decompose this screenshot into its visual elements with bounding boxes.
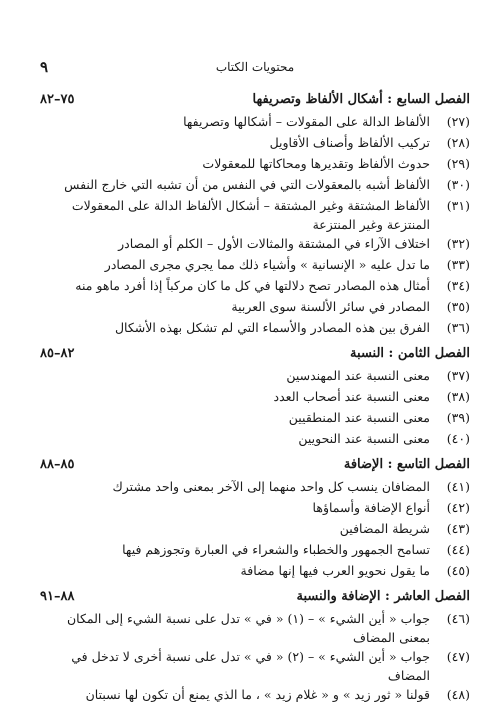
running-title: محتويات الكتاب (215, 60, 295, 74)
entry-text: تسامح الجمهور والخطباء والشعراء في العبارة وتجوزهم فيها (122, 542, 430, 557)
running-head (40, 58, 470, 78)
entry-number: (٤٥) (446, 563, 470, 578)
entry-text: الألفاظ أشبه بالمعقولات التي في النفس من أن تشبه التي خارج النفس (64, 177, 430, 192)
chapter-section (40, 455, 470, 582)
chapter-title: الفصل العاشر : الإضافة والنسبة (296, 589, 470, 604)
entry-text: المضافان ينسب كل واحد منهما إلى الآخر بمعنى واحد مشترك (112, 479, 430, 494)
entry-text: الألفاظ الدالة على المقولات – أشكالها وتصريفها (183, 114, 430, 129)
entry-number: (٣٧) (446, 368, 470, 383)
page-number: ٩ (40, 58, 49, 76)
entry-number: (٤٢) (446, 500, 470, 515)
entry-text: معنى النسبة عند النحويين (298, 431, 430, 446)
entry-text: حدوث الألفاظ وتقديرها ومحاكاتها للمعقولات (202, 156, 430, 171)
entry-number: (٣٦) (446, 320, 470, 335)
entry-text: معنى النسبة عند المنطقيين (288, 410, 430, 425)
toc-entry (40, 255, 470, 276)
toc-entry (40, 234, 470, 255)
entry-text: معنى النسبة عند المهندسين (286, 368, 430, 383)
chapter-title: الفصل التاسع : الإضافة (343, 457, 470, 472)
toc-entry (40, 297, 470, 318)
entry-number: (٣١) (446, 198, 470, 213)
entry-text: أنواع الإضافة وأسماؤها (312, 500, 430, 515)
chapter-page-range: ٨٥–٨٨ (40, 457, 75, 472)
toc-entry (40, 540, 470, 561)
chapter-section (40, 90, 470, 339)
chapter-section (40, 587, 470, 706)
entry-number: (٣٢) (446, 236, 470, 251)
entry-number: (٤٦) (446, 611, 470, 626)
entry-number: (٤٣) (446, 521, 470, 536)
toc-entry (40, 112, 470, 133)
toc-entry (40, 561, 470, 582)
entry-text: ما يقول نحويو العرب فيها إنها مضافة (240, 563, 430, 578)
entry-number: (٢٧) (446, 114, 470, 129)
entry-number: (٤٨) (446, 687, 470, 702)
table-of-contents (40, 90, 470, 711)
chapter-heading (40, 90, 470, 112)
chapter-heading (40, 455, 470, 477)
toc-entry (40, 477, 470, 498)
entry-number: (٣٤) (446, 278, 470, 293)
entry-number: (٣٥) (446, 299, 470, 314)
chapter-section (40, 344, 470, 450)
entry-text: جواب « أين الشيء » – (٢) « في » تدل على نسبة أخرى لا تدخل في المضاف (71, 649, 430, 683)
entry-text: الألفاظ المشتقة وغير المشتقة – أشكال الألفاظ الدالة على المعقولات المنتزعة وغير المنتزعة (71, 198, 430, 232)
chapter-heading (40, 587, 470, 609)
entry-number: (٣٣) (446, 257, 470, 272)
toc-entry (40, 154, 470, 175)
toc-entry (40, 685, 470, 706)
entry-text: قولنا « ثور زيد » و « غلام زيد » ، ما الذي يمنع أن تكون لها نسبتان (85, 687, 430, 702)
toc-entry (40, 276, 470, 297)
toc-entry (40, 647, 470, 685)
entry-text: اختلاف الآراء في المشتقة والمثالات الأول – الكلم أو المصادر (118, 236, 430, 251)
toc-entry (40, 519, 470, 540)
toc-entry (40, 408, 470, 429)
chapter-page-range: ٨٨–٩١ (40, 589, 75, 604)
toc-entry (40, 133, 470, 154)
entry-text: المصادر في سائر الألسنة سوى العربية (231, 299, 430, 314)
entry-number: (٤٧) (446, 649, 470, 664)
toc-entry (40, 175, 470, 196)
entry-number: (٤٤) (446, 542, 470, 557)
entry-number: (٢٩) (446, 156, 470, 171)
chapter-page-range: ٨٢–٨٥ (40, 346, 75, 361)
entry-number: (٣٩) (446, 410, 470, 425)
toc-entry (40, 387, 470, 408)
chapter-heading (40, 344, 470, 366)
toc-entry (40, 498, 470, 519)
entry-text: جواب « أين الشيء » – (١) « في » تدل على نسبة الشيء إلى المكان بمعنى المضاف (66, 611, 430, 645)
chapter-title: الفصل الثامن : النسبة (350, 346, 470, 361)
entry-text: أمثال هذه المصادر تصح دلالتها في كل ما كان مركباً إذا أفرد ماهو منه (75, 278, 430, 293)
entry-text: شريطة المضافين (339, 521, 430, 536)
toc-entry (40, 366, 470, 387)
toc-entry (40, 429, 470, 450)
entry-text: الفرق بين هذه المصادر والأسماء التي لم تشكل بهذه الأشكال (114, 320, 430, 335)
toc-entry (40, 318, 470, 339)
toc-entry (40, 196, 470, 234)
entry-number: (٤١) (446, 479, 470, 494)
entry-number: (٢٨) (446, 135, 470, 150)
chapter-page-range: ٧٥–٨٢ (40, 92, 75, 107)
entry-text: تركيب الألفاظ وأصناف الأقاويل (269, 135, 430, 150)
toc-entry (40, 609, 470, 647)
entry-text: معنى النسبة عند أصحاب العدد (273, 389, 430, 404)
entry-text: ما تدل عليه « الإنسانية » وأشياء ذلك مما يجري مجرى المصادر (104, 257, 430, 272)
entry-number: (٣٠) (446, 177, 470, 192)
chapter-title: الفصل السابع : أشكال الألفاظ وتصريفها (252, 92, 470, 107)
entry-number: (٤٠) (446, 431, 470, 446)
entry-number: (٣٨) (446, 389, 470, 404)
